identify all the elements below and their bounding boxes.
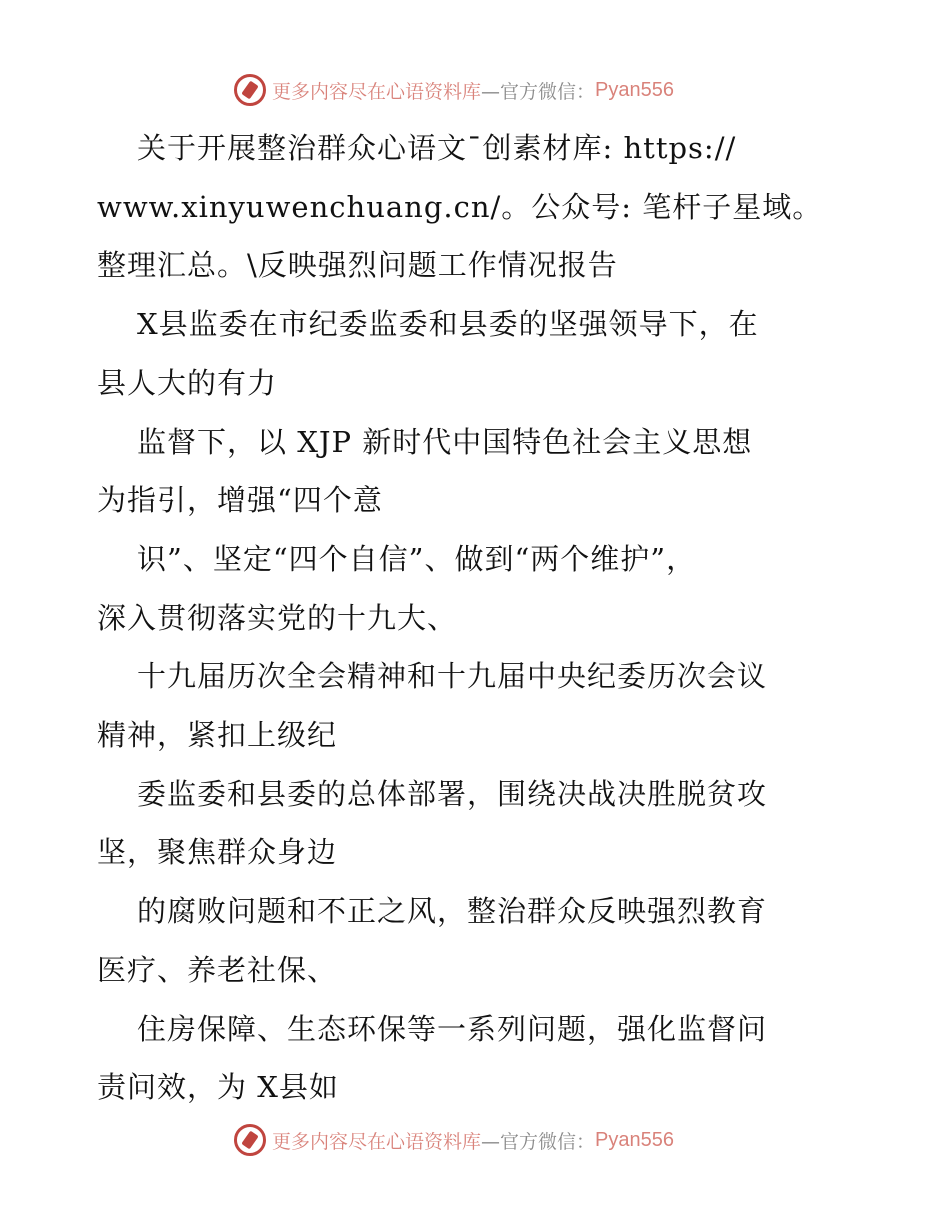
text-line: 关于开展整治群众心语文¯创素材库: https:// [137,131,737,165]
text-line: 坚，聚焦群众身边 [97,835,338,870]
text-line: www.xinyuwenchuang.cn/。公众号: 笔杆子星域。 [97,189,823,224]
header-banner [234,70,674,110]
pen-logo-icon [234,1124,266,1156]
banner-wechat-id: Pyan556 [595,1128,674,1151]
text-line: 住房保障、生态环保等一系列问题，强化监督问 [137,1011,768,1046]
text-line: 精神，紧扣上级纪 [97,718,338,752]
text-line: 县人大的有力 [97,365,278,400]
banner-text: 更多内容尽在心语资料库 [272,80,482,103]
text-line: 监督下，以 XJP 新时代中国特色社会主义思想 [137,424,753,459]
text-line: 的腐败问题和不正之风，整治群众反映强烈教育 [137,894,768,929]
banner-wechat-id: Pyan556 [595,78,674,101]
footer-banner [234,1120,674,1160]
banner-wechat-label: —官方微信： [481,80,596,103]
text-line: 责问效，为 X县如 [97,1070,339,1105]
text-line: 识”、坚定“四个自信”、做到“两个维护”， [137,541,697,576]
text-line: 十九届历次全会精神和十九届中央纪委历次会议 [137,659,768,694]
text-line: 整理汇总。\反映强烈问题工作情况报告 [97,248,618,283]
text-line: 医疗、养老社保、 [97,952,338,987]
text-line: 深入贯彻落实党的十九大、 [97,600,458,635]
text-line: 为指引，增强“四个意 [97,483,383,518]
text-line: 委监委和县委的总体部署，围绕决战决胜脱贫攻 [137,776,768,811]
banner-wechat-label: —官方微信： [481,1130,596,1153]
pen-logo-icon [234,74,266,106]
banner-text: 更多内容尽在心语资料库 [272,1130,482,1153]
text-line: X县监委在市纪委监委和县委的坚强领导下，在 [137,307,759,342]
